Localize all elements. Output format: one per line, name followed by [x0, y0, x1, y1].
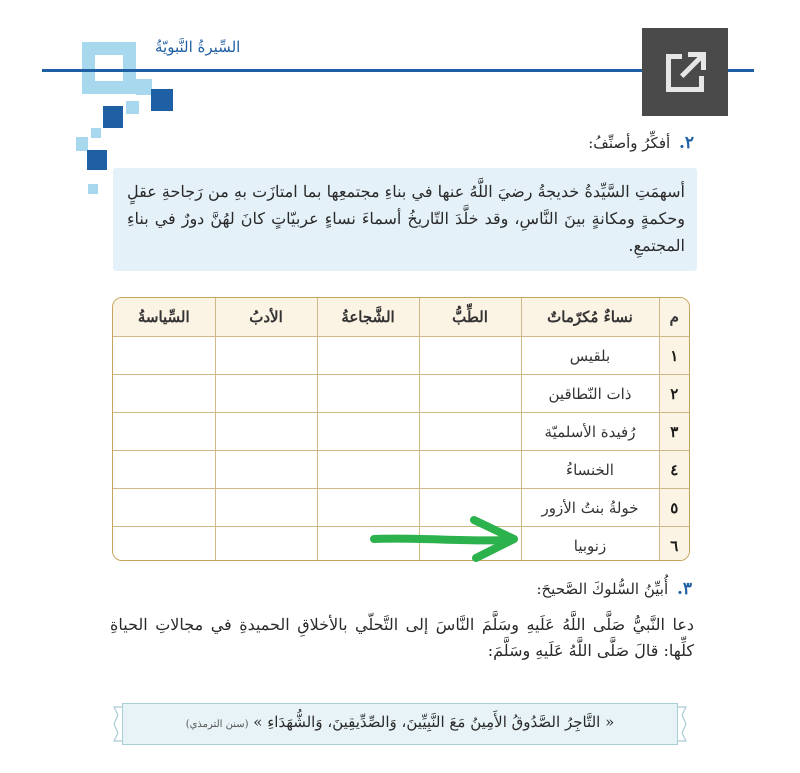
row-index: ٤	[659, 451, 689, 489]
table-header-row	[113, 298, 689, 337]
row-name: ذات النّطاقين	[521, 375, 659, 413]
section-2-heading	[588, 133, 694, 153]
deco-square	[126, 101, 139, 114]
row-index: ١	[659, 337, 689, 375]
column-header: الشَّجاعةُ	[317, 298, 419, 337]
green-arrow-annotation	[368, 512, 528, 564]
empty-cell	[215, 451, 317, 489]
empty-cell	[113, 413, 215, 451]
row-name: زنوبيا	[521, 527, 659, 562]
table-row	[113, 375, 689, 413]
empty-cell	[317, 451, 419, 489]
empty-cell	[419, 337, 521, 375]
row-index: ٢	[659, 375, 689, 413]
table-row	[113, 337, 689, 375]
deco-square	[151, 89, 173, 111]
empty-cell	[113, 527, 215, 562]
column-header: م	[659, 298, 689, 337]
hadith-quote: « التَّاجِرُ الصَّدُوقُ الأَمِينُ مَعَ النَّبِيِّينَ، وَالصِّدِّيقِينَ، وَالشُّهَدَاءِ »	[253, 713, 615, 731]
section-title: أُبيِّنُ السُّلوكَ الصَّحيحَ:	[536, 580, 669, 598]
empty-cell	[419, 375, 521, 413]
empty-cell	[113, 451, 215, 489]
row-name: الخنساءُ	[521, 451, 659, 489]
empty-cell	[215, 527, 317, 562]
deco-square	[87, 150, 107, 170]
section-number: ٣.	[676, 579, 692, 599]
section-3-paragraph: دعا النَّبيُّ صَلَّى اللَّهُ عَلَيهِ وسَلَّمَ النَّاسَ إلى التَّحلّي بالأخلاقِ الحميدةِ في مجالاتِ الحياةِ كلِّها: قالَ صَلَّى اللَّهُ عَلَيهِ وسَلَّمَ:	[110, 615, 694, 660]
section-number: ٢.	[678, 133, 694, 153]
deco-square	[82, 42, 136, 94]
deco-square	[136, 79, 152, 95]
open-external-icon	[642, 28, 728, 116]
row-name: رُفيدة الأسلميّة	[521, 413, 659, 451]
deco-square	[76, 137, 88, 151]
empty-cell	[215, 337, 317, 375]
hadith-banner	[112, 703, 688, 745]
empty-cell	[317, 375, 419, 413]
row-index: ٥	[659, 489, 689, 527]
info-box	[113, 168, 697, 271]
column-header: نساءٌ مُكرّماتٌ	[521, 298, 659, 337]
empty-cell	[215, 489, 317, 527]
table-row	[113, 451, 689, 489]
empty-cell	[215, 375, 317, 413]
row-index: ٦	[659, 527, 689, 562]
hadith-text	[112, 713, 688, 731]
empty-cell	[113, 337, 215, 375]
empty-cell	[317, 413, 419, 451]
section-3-heading	[536, 579, 692, 599]
deco-square	[91, 128, 101, 138]
empty-cell	[419, 413, 521, 451]
row-name: خولةُ بنتُ الأزور	[521, 489, 659, 527]
empty-cell	[113, 375, 215, 413]
row-index: ٣	[659, 413, 689, 451]
row-name: بلقيس	[521, 337, 659, 375]
table-row	[113, 413, 689, 451]
empty-cell	[419, 451, 521, 489]
column-header: السِّياسةُ	[113, 298, 215, 337]
book-title: السِّيرةُ النَّبويّةُ	[155, 38, 241, 56]
section-title: أفكِّرُ وأصنِّفُ:	[588, 134, 671, 152]
deco-square	[103, 106, 123, 128]
hadith-source: (سنن الترمذي)	[185, 719, 249, 730]
column-header: الطِّبُّ	[419, 298, 521, 337]
empty-cell	[113, 489, 215, 527]
deco-square	[88, 184, 98, 194]
column-header: الأدبُ	[215, 298, 317, 337]
info-paragraph: أسهمَتِ السَّيِّدةُ خديجةُ رضيَ اللَّهُ عنها في بناءِ مجتمعِها بما امتازَت بهِ من رَجاحةِ عقلٍ وحكمةٍ ومكانةٍ بينَ النَّاسِ، وقد خلَّدَ التّاريخُ أسماءَ نساءٍ عربيّاتٍ كانَ لهُنَّ دورٌ في بناءِ المجتمعِ.	[127, 182, 685, 255]
empty-cell	[215, 413, 317, 451]
empty-cell	[317, 337, 419, 375]
open-external-button[interactable]	[642, 28, 728, 116]
